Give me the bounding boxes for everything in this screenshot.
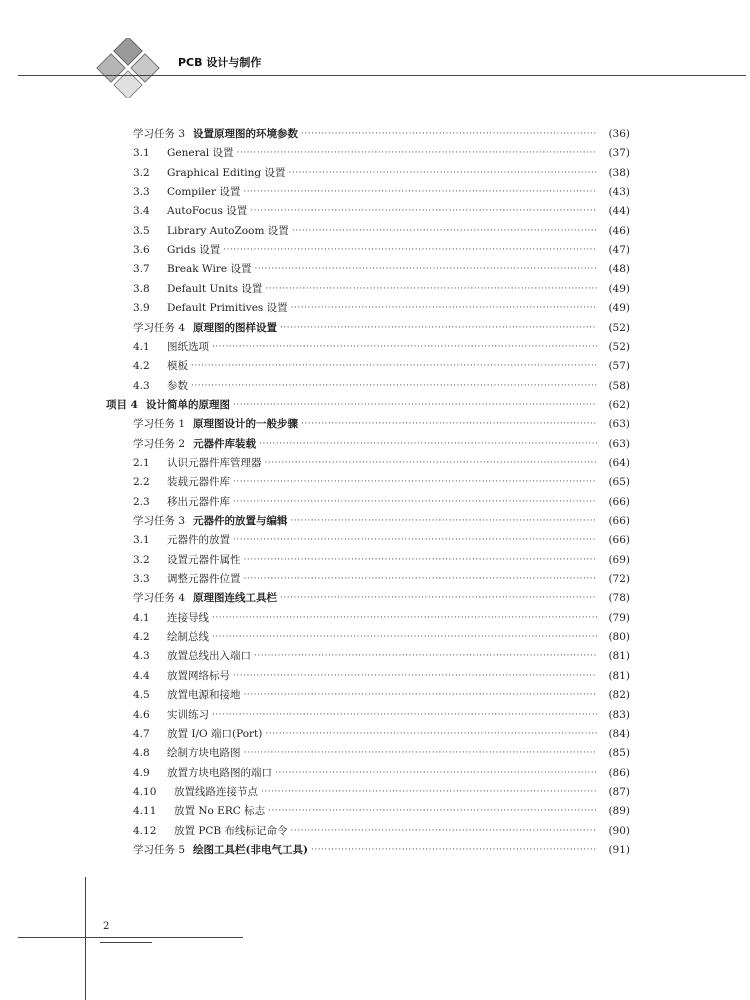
toc-entry-page: (66) (608, 515, 630, 527)
toc-leader-dots (244, 570, 598, 588)
toc-leader-dots (301, 125, 597, 143)
toc-entry (106, 396, 630, 414)
page-number: 2 (103, 921, 110, 932)
footer-rule (18, 937, 243, 938)
toc-entry (133, 144, 630, 162)
toc-entry-number: 3.5 (133, 224, 150, 237)
toc-entry (133, 609, 630, 627)
toc-entry-page: (69) (608, 553, 630, 566)
toc-leader-dots (289, 164, 598, 182)
toc-entry (133, 647, 630, 665)
toc-entry-title: Default Primitives 设置 (167, 302, 288, 315)
toc-entry-page: (44) (608, 205, 630, 218)
toc-entry-number: 4.5 (133, 689, 150, 702)
toc-entry-title: 原理图的图样设置 (193, 321, 278, 334)
toc-entry (133, 802, 630, 820)
toc-entry-title: Graphical Editing 设置 (167, 166, 286, 179)
toc-entry-number: 3.2 (133, 166, 150, 179)
toc-entry-number: 4.1 (133, 611, 150, 624)
toc-entry-title: 图纸选项 (167, 340, 209, 353)
toc-entry (133, 299, 630, 317)
toc-leader-dots (265, 280, 597, 298)
toc-entry-page: (43) (608, 186, 630, 199)
toc-leader-dots (301, 415, 597, 433)
toc-entry-number: 学习任务 3 (133, 128, 186, 140)
toc-leader-dots (244, 551, 598, 569)
toc-entry-title: 放置网络标号 (167, 669, 230, 682)
toc-entry-page: (64) (608, 456, 630, 469)
toc-entry-page: (87) (608, 785, 630, 798)
toc-entry-title: 放置方块电路图的端口 (167, 766, 272, 779)
toc-entry-page: (62) (608, 398, 630, 411)
toc-entry-page: (91) (608, 843, 630, 856)
toc-entry-number: 4.6 (133, 708, 150, 721)
toc-entry (133, 686, 630, 704)
toc-entry (133, 764, 630, 782)
toc-leader-dots (291, 299, 597, 317)
header-rule (18, 75, 746, 76)
toc-entry (133, 435, 630, 453)
toc-entry-number: 学习任务 4 (133, 592, 186, 605)
toc-entry-number: 2.1 (133, 456, 150, 469)
toc-leader-dots (265, 725, 597, 743)
footer-vertical-rule (85, 877, 86, 1000)
toc-entry-page: (48) (608, 263, 630, 276)
toc-entry (133, 531, 630, 549)
toc-entry-title: 调整元器件位置 (167, 573, 241, 586)
toc-entry-page: (90) (608, 824, 630, 837)
toc-entry-title: Grids 设置 (167, 244, 221, 257)
toc-entry-title: 元器件库装载 (193, 437, 257, 450)
toc-entry-number: 4.7 (133, 727, 150, 740)
toc-entry-page: (49) (608, 282, 630, 295)
toc-leader-dots (243, 183, 597, 201)
toc-entry (133, 415, 630, 433)
toc-leader-dots (244, 686, 598, 704)
toc-entry (133, 454, 630, 472)
toc-entry (133, 589, 630, 607)
toc-entry-number: 3.7 (133, 263, 150, 276)
toc-entry-title: 装载元器件库 (167, 476, 230, 489)
toc-entry-page: (82) (608, 689, 630, 702)
toc-leader-dots (254, 260, 597, 278)
toc-entry (133, 783, 630, 801)
toc-entry-page: (52) (608, 340, 630, 353)
toc-entry (133, 493, 630, 511)
toc-entry-number: 学习任务 3 (133, 515, 186, 527)
toc-entry-title: 绘图工具栏(非电气工具) (193, 843, 308, 856)
toc-entry (133, 202, 630, 220)
toc-entry-title: 原理图设计的一般步骤 (193, 418, 299, 431)
toc-entry (133, 473, 630, 491)
toc-entry-number: 学习任务 2 (133, 437, 186, 450)
toc-entry-title: 参数 (167, 379, 188, 392)
book-logo-icon (88, 38, 168, 98)
toc-leader-dots (280, 319, 597, 337)
toc-leader-dots (259, 435, 597, 453)
toc-entry-title: 放置电源和接地 (167, 689, 241, 702)
toc-entry (133, 841, 630, 859)
toc-entry-number: 2.3 (133, 495, 150, 508)
toc-entry-page: (38) (608, 166, 630, 179)
toc-entry (133, 667, 630, 685)
toc-leader-dots (268, 802, 597, 820)
toc-entry-number: 学习任务 1 (133, 418, 186, 431)
toc-entry-page: (84) (608, 727, 630, 740)
toc-entry (133, 280, 630, 298)
running-header-title: PCB 设计与制作 (178, 56, 262, 69)
toc-entry-page: (66) (608, 534, 630, 547)
toc-entry-number: 3.3 (133, 186, 150, 199)
toc-entry-number: 3.1 (133, 534, 150, 547)
toc-entry-title: 放置 I/O 端口(Port) (167, 727, 263, 740)
toc-entry-number: 4.3 (133, 379, 150, 392)
toc-entry-number: 4.3 (133, 650, 150, 663)
toc-entry-page: (89) (608, 805, 630, 818)
toc-entry-title: 绘制方块电路图 (167, 747, 241, 760)
toc-entry-page: (66) (608, 495, 630, 508)
toc-entry-title: 元器件的放置与编辑 (193, 515, 288, 527)
toc-leader-dots (212, 609, 597, 627)
toc-entry-title: Default Units 设置 (167, 282, 263, 295)
toc-entry (133, 164, 630, 182)
toc-entry (133, 357, 630, 375)
toc-entry-page: (72) (608, 573, 630, 586)
toc-entry-page: (83) (608, 708, 630, 721)
toc-leader-dots (233, 667, 597, 685)
toc-entry-page: (86) (608, 766, 630, 779)
toc-entry (133, 725, 630, 743)
toc-entry-number: 项目 4 (106, 398, 138, 411)
toc-leader-dots (237, 144, 597, 162)
toc-entry-number: 4.2 (133, 631, 150, 644)
toc-entry-number: 3.1 (133, 147, 150, 160)
toc-entry (133, 125, 630, 143)
toc-entry (133, 183, 630, 201)
toc-entry-title: AutoFocus 设置 (167, 205, 248, 218)
toc-leader-dots (233, 493, 597, 511)
toc-entry (133, 628, 630, 646)
toc-entry-page: (78) (608, 592, 630, 605)
toc-entry-page: (47) (608, 244, 630, 257)
toc-leader-dots (233, 473, 597, 491)
toc-entry (133, 338, 630, 356)
toc-entry-title: 绘制总线 (167, 631, 209, 644)
toc-entry-title: 元器件的放置 (167, 534, 230, 547)
toc-entry-title: 放置线路连接节点 (174, 785, 258, 798)
toc-entry-page: (85) (608, 747, 630, 760)
toc-leader-dots (223, 241, 597, 259)
toc-entry-number: 4.2 (133, 360, 150, 373)
toc-entry-page: (52) (608, 321, 630, 334)
toc-entry-page: (79) (608, 611, 630, 624)
toc-entry (133, 222, 630, 240)
toc-entry-page: (46) (608, 224, 630, 237)
toc-entry-number: 3.8 (133, 282, 150, 295)
toc-leader-dots (191, 357, 597, 375)
toc-entry-page: (81) (608, 650, 630, 663)
toc-entry-page: (58) (608, 379, 630, 392)
toc-entry-number: 4.8 (133, 747, 150, 760)
toc-entry-page: (49) (608, 302, 630, 315)
toc-entry-title: 移出元器件库 (167, 495, 230, 508)
toc-entry (133, 706, 630, 724)
toc-entry-title: 模板 (167, 360, 188, 373)
toc-leader-dots (212, 706, 597, 724)
toc-entry (133, 241, 630, 259)
toc-entry-page: (80) (608, 631, 630, 644)
toc-entry-page: (36) (608, 128, 630, 140)
toc-entry-number: 3.3 (133, 573, 150, 586)
toc-entry-number: 4.1 (133, 340, 150, 353)
toc-entry-page: (57) (608, 360, 630, 373)
toc-leader-dots (275, 764, 597, 782)
toc-leader-dots (244, 744, 598, 762)
toc-entry-number: 学习任务 4 (133, 321, 186, 334)
toc-entry-title: 设置元器件属性 (167, 553, 241, 566)
toc-leader-dots (212, 338, 597, 356)
toc-leader-dots (233, 531, 597, 549)
toc-entry-title: 原理图连线工具栏 (193, 592, 278, 605)
toc-entry (133, 512, 630, 530)
toc-entry (133, 744, 630, 762)
toc-entry-title: Library AutoZoom 设置 (167, 224, 289, 237)
toc-entry-number: 3.2 (133, 553, 150, 566)
toc-entry (133, 570, 630, 588)
toc-leader-dots (250, 202, 597, 220)
toc-entry-number: 3.9 (133, 302, 150, 315)
toc-entry-number: 3.6 (133, 244, 150, 257)
toc-entry-title: 放置 PCB 布线标记命令 (174, 824, 288, 837)
toc-entry-number: 2.2 (133, 476, 150, 489)
toc-leader-dots (291, 822, 598, 840)
toc-entry-page: (63) (608, 437, 630, 450)
toc-leader-dots (233, 396, 597, 414)
toc-entry-number: 4.12 (133, 824, 157, 837)
toc-entry-number: 3.4 (133, 205, 150, 218)
toc-entry-title: 放置 No ERC 标志 (174, 805, 266, 818)
toc-entry-title: Break Wire 设置 (167, 263, 252, 276)
toc-leader-dots (265, 454, 598, 472)
toc-entry-page: (63) (608, 418, 630, 431)
toc-entry-number: 4.10 (133, 785, 157, 798)
toc-entry-page: (81) (608, 669, 630, 682)
toc-leader-dots (212, 628, 597, 646)
toc-entry-title: 放置总线出入端口 (167, 650, 251, 663)
toc-entry-number: 学习任务 5 (133, 843, 186, 856)
toc-entry-title: 设计简单的原理图 (145, 398, 230, 411)
toc-entry-number: 4.9 (133, 766, 150, 779)
toc-leader-dots (291, 512, 597, 530)
toc-entry (133, 377, 630, 395)
toc-leader-dots (292, 222, 597, 240)
toc-entry-page: (37) (608, 147, 630, 160)
footer-short-rule (100, 942, 152, 943)
toc-entry (133, 551, 630, 569)
toc-entry-number: 4.11 (133, 805, 157, 818)
toc-leader-dots (261, 783, 597, 801)
toc-entry-page: (65) (608, 476, 630, 489)
toc-entry (133, 319, 630, 337)
toc-entry-title: General 设置 (167, 147, 234, 160)
toc-entry-title: 连接导线 (167, 611, 209, 624)
toc-entry (133, 822, 630, 840)
toc-leader-dots (280, 589, 597, 607)
toc-entry-number: 4.4 (133, 669, 150, 682)
toc-entry-title: 设置原理图的环境参数 (193, 128, 299, 140)
toc-entry-title: 实训练习 (167, 708, 209, 721)
toc-leader-dots (311, 841, 597, 859)
toc-entry-title: 认识元器件库管理器 (167, 456, 262, 469)
toc-entry (133, 260, 630, 278)
toc-entry-title: Compiler 设置 (167, 186, 241, 199)
toc-leader-dots (254, 647, 597, 665)
toc-leader-dots (191, 377, 597, 395)
